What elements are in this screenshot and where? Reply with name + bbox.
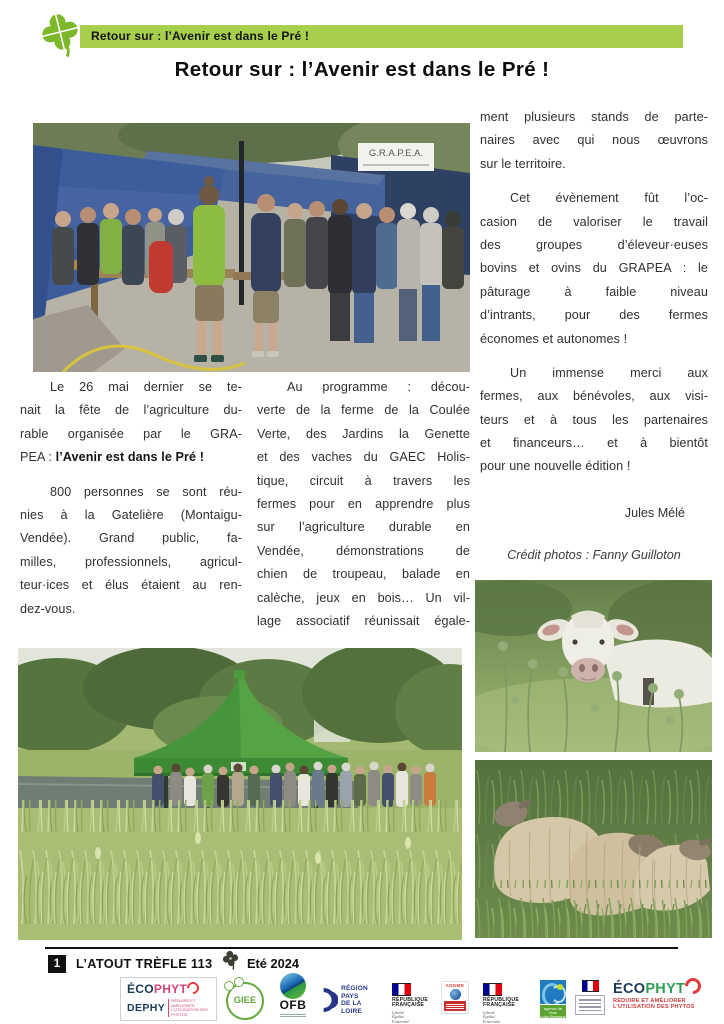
french-flag-icon	[392, 983, 411, 996]
text-line: Un immense merci aux	[510, 365, 708, 380]
text-line: calèche, jeux en bois… Un vil-	[257, 590, 470, 605]
text-line: d’intrants, pour des fermes	[480, 308, 708, 323]
issue-title: L’ATOUT TRÈFLE 113	[76, 956, 213, 971]
arrow-circle-icon	[682, 975, 705, 998]
issue-season: Eté 2024	[247, 956, 299, 971]
grapea-banner-text: G.R.A.P.E.A.	[368, 148, 424, 159]
logo-giee: GIEE	[224, 979, 266, 1019]
ademe-globe-icon	[450, 989, 461, 1000]
text-line: casion de valoriser le travail	[480, 214, 708, 229]
text-line: et financeurs… et à bientôt	[480, 436, 708, 451]
water-agency-icon	[540, 980, 566, 1004]
logo-republique-francaise-2: RÉPUBLIQUE FRANÇAISE Liberté Égalité Fraternité	[483, 983, 529, 1019]
text-line: naires avec qui nous œuvrons	[480, 133, 708, 148]
text-line: PEA : l’Avenir est dans le Pré !	[20, 450, 205, 465]
logo-ecophyto: ÉCOPHYT RÉDUIRE ET AMÉLIORER L’UTILISATION DES PHYTOS	[613, 978, 719, 1015]
text-line: fermes pour en apprendre plus	[257, 496, 470, 511]
page-title: Retour sur : l’Avenir est dans le Pré !	[174, 58, 550, 81]
author-byline: Jules Mélé	[624, 506, 685, 520]
photo-crowd-event	[33, 123, 470, 372]
logo-ecophyto-dephy: ÉCOPHYT DEPHY RÉDUIRE ET AMÉLIORER L’UTILISATION DES PHYTOS	[120, 977, 217, 1021]
text-line: Vendée, démonstrations de	[257, 543, 470, 558]
paragraph	[480, 187, 708, 351]
photo-credit: Crédit photos : Fanny Guilloton	[507, 548, 681, 562]
text-line: Au programme : décou-	[287, 380, 470, 394]
text-line: des groupes d’éleveur·euses	[480, 237, 708, 252]
arrow-circle-icon	[185, 980, 202, 997]
logo-republique-francaise: RÉPUBLIQUE FRANÇAISE Liberté Égalité Fraternité	[392, 983, 438, 1019]
article-column-2	[257, 376, 470, 644]
logo-ademe: ADEME	[441, 981, 469, 1014]
text-line: sur le territoire.	[480, 156, 566, 171]
text-line: teurs et à tous les partenaires	[480, 412, 708, 427]
photo-cow	[475, 580, 712, 752]
text-line: rable organisée par le GRA-	[20, 426, 242, 441]
text-line: teur·ices et élus étaient au ren-	[20, 578, 242, 593]
article-column-1	[20, 376, 242, 632]
header-strip: Retour sur : l’Avenir est dans le Pré !	[80, 25, 683, 48]
french-flag-icon	[582, 980, 599, 992]
text-line: Cet évènement fût l’oc-	[510, 191, 708, 206]
text-line: ment plusieurs stands de parte-	[480, 110, 708, 124]
clover-small-icon	[222, 950, 239, 971]
region-arcs-icon	[320, 986, 338, 1014]
paragraph	[480, 106, 708, 176]
clover-icon	[41, 13, 79, 59]
text-line: nait la fête de l’agriculture du-	[20, 403, 242, 418]
article-column-3	[480, 106, 708, 490]
logo-ofb: OFB	[272, 973, 314, 1020]
ecophyto-dephy-wordmark: ÉCOPHYT	[127, 982, 213, 996]
text-line: tique, circuit à travers les	[257, 473, 470, 488]
leaf-icon	[224, 981, 234, 991]
page-number: 1	[48, 955, 66, 973]
leaf-icon	[234, 977, 244, 987]
text-line: sur l’agriculture durable en	[257, 520, 470, 535]
footer-divider	[45, 947, 678, 949]
text-line: bovins et ovins du GRAPEA : le	[480, 261, 708, 276]
ademe-small-text	[444, 1001, 466, 1011]
text-line: verte de la ferme de la Coulée	[257, 403, 470, 418]
ofb-globe-icon	[280, 973, 306, 999]
paragraph	[257, 376, 470, 633]
text-line: Le 26 mai dernier se te-	[50, 380, 242, 394]
paragraph	[20, 481, 242, 621]
paragraph	[20, 376, 242, 470]
prefecture-small-text	[575, 995, 605, 1015]
photo-sheep	[475, 760, 712, 938]
photo-gazebo-meadow	[18, 648, 462, 940]
paragraph	[480, 362, 708, 479]
logo-agence-de-leau: agence de l’eau Loire-Bretagne	[539, 980, 567, 1019]
text-line: Verte, des Jardins la Genette	[257, 426, 470, 441]
text-line: Vendée). Grand public, fa-	[20, 531, 242, 546]
text-line: chien de troupeau, balade en	[257, 567, 470, 582]
text-line: lage associatif réunissait égale-	[257, 613, 470, 628]
ecophyto-wordmark: ÉCOPHYT	[613, 978, 719, 997]
logo-region-pays-de-la-loire: RÉGION PAYS DE LA LOIRE	[320, 985, 380, 1015]
logo-prefecture	[573, 980, 607, 1019]
text-line: dez-vous.	[20, 601, 76, 616]
text-line: économes et autonomes !	[480, 331, 628, 346]
text-line: 800 personnes se sont réu-	[50, 484, 242, 499]
text-line: fermes, aux bénévoles, aux visi-	[480, 389, 708, 404]
text-line: et des vaches du GAEC Holis-	[257, 450, 470, 465]
text-line: pour une nouvelle édition !	[480, 459, 631, 474]
text-line: milles, professionnels, agricul-	[20, 554, 242, 569]
text-line: nies à la Gatelière (Montaigu-	[20, 507, 242, 522]
text-line: pâturage à faible niveau	[480, 284, 708, 299]
ofb-small-text	[280, 1013, 306, 1017]
french-flag-icon	[483, 983, 502, 996]
